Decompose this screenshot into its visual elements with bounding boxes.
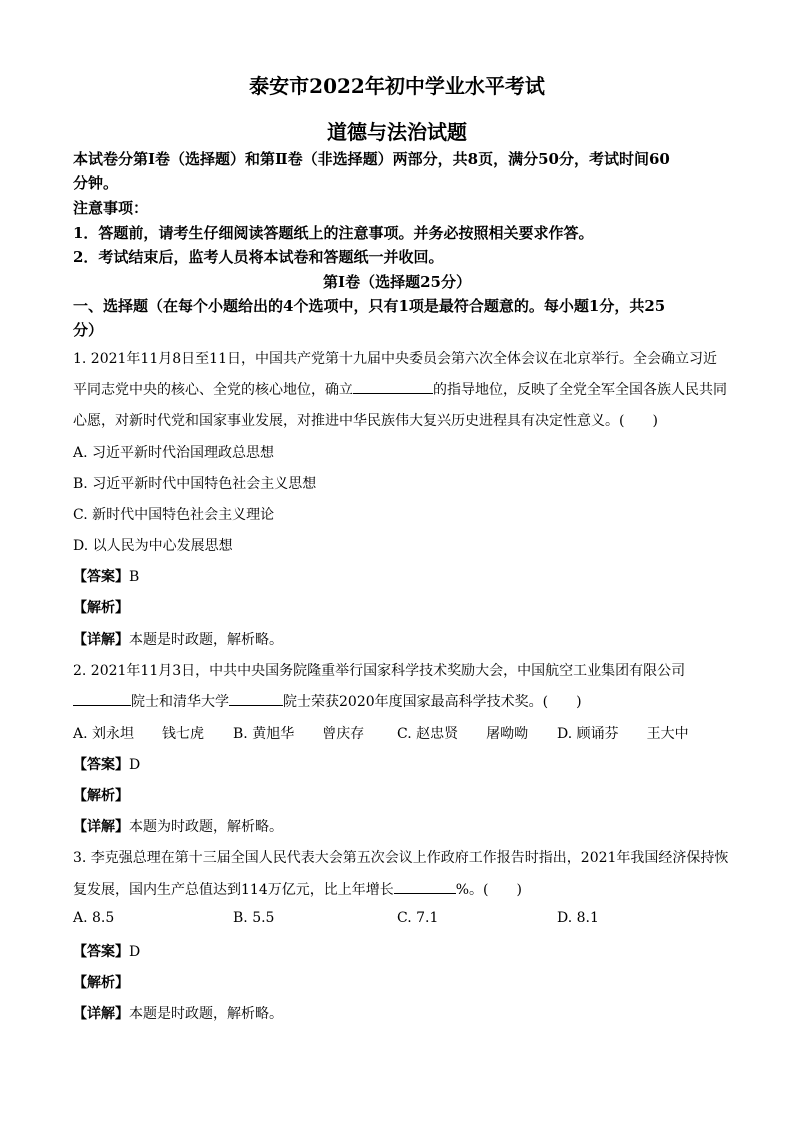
q1-option-b: B. 习近平新时代中国特色社会主义思想	[73, 476, 317, 492]
q1-option-a: A. 习近平新时代治国理政总思想	[73, 445, 275, 461]
q1-answer-value: B	[129, 569, 140, 585]
q1-stem-line-2	[73, 379, 727, 399]
q1-stem-part-b: 的指导地位，反映了全党全军全国各族人民共同	[433, 382, 727, 398]
q2-detail-text: 本题为时政题，解析略。	[129, 819, 283, 835]
q1-stem-line-3: 心愿，对新时代党和国家事业发展，对推进中华民族伟大复兴历史进程具有决定性意义。( )	[73, 413, 658, 429]
q2-blank-1	[73, 691, 131, 706]
q3-stem-line-2	[73, 879, 522, 899]
q2-option-b: B. 黄旭华 曾庆存	[233, 726, 365, 742]
q1-analysis-tag: 【解析】	[73, 600, 129, 616]
q2-option-c: C. 赵忠贤 屠呦呦	[397, 726, 529, 742]
q1-option-c: C. 新时代中国特色社会主义理论	[73, 507, 275, 523]
exam-subtitle: 道德与法治试题	[327, 120, 467, 144]
q1-stem-line-1: 1. 2021年11月8日至11日，中国共产党第十九届中央委员会第六次全体会议在北京举行。全会确立习近	[73, 351, 717, 367]
q3-option-a: A. 8.5	[73, 910, 115, 926]
q3-option-b: B. 5.5	[233, 910, 275, 926]
q1-blank	[353, 379, 433, 394]
q2-answer-value: D	[129, 757, 141, 773]
q2-stem-line-2	[73, 691, 582, 711]
answer-tag: 【答案】	[73, 569, 129, 585]
detail-tag: 【详解】	[73, 1006, 129, 1022]
q2-stem-part-b: 院士荣获2020年度国家最高科学技术奖。( )	[283, 694, 582, 710]
q1-detail-text: 本题是时政题，解析略。	[129, 632, 283, 648]
q3-stem-part-a: 复发展，国内生产总值达到114万亿元，比上年增长	[73, 882, 394, 898]
notice-item-2: 2．考试结束后，监考人员将本试卷和答题纸一并收回。	[73, 248, 444, 266]
q3-option-d: D. 8.1	[557, 910, 599, 926]
q2-answer	[73, 754, 140, 774]
q2-analysis-tag: 【解析】	[73, 788, 129, 804]
q3-answer-value: D	[129, 944, 141, 960]
q1-option-d: D. 以人民为中心发展思想	[73, 538, 233, 554]
notice-item-1: 1．答题前，请考生仔细阅读答题纸上的注意事项。并务必按照相关要求作答。	[73, 224, 594, 242]
q3-detail-text: 本题是时政题，解析略。	[129, 1006, 283, 1022]
q1-answer	[73, 566, 139, 586]
q3-detail	[73, 1003, 283, 1023]
answer-tag: 【答案】	[73, 944, 129, 960]
q2-stem-line-1: 2. 2021年11月3日，中共中央国务院隆重举行国家科学技术奖励大会，中国航空工业集团有限公司	[73, 663, 686, 679]
detail-tag: 【详解】	[73, 632, 129, 648]
q1-detail	[73, 629, 283, 649]
notice-title: 注意事项：	[73, 199, 149, 217]
answer-tag: 【答案】	[73, 757, 129, 773]
q2-stem-part-a: 院士和清华大学	[131, 694, 229, 710]
q3-analysis-tag: 【解析】	[73, 975, 129, 991]
q2-detail	[73, 816, 283, 836]
section-heading: 第Ⅰ卷（选择题25分）	[323, 273, 471, 291]
intro-line-2: 分钟。	[73, 174, 119, 192]
q1-stem-part-a: 平同志党中央的核心、全党的核心地位，确立	[73, 382, 353, 398]
q3-option-c: C. 7.1	[397, 910, 439, 926]
part-instruction-line-1: 一、选择题（在每个小题给出的4个选项中，只有1项是最符合题意的。每小题1分，共25	[73, 297, 666, 315]
q2-option-a: A. 刘永坦 钱七虎	[73, 726, 205, 742]
q3-blank	[394, 879, 456, 894]
exam-title: 泰安市2022年初中学业水平考试	[249, 74, 545, 98]
q3-stem-part-b: %。( )	[455, 882, 522, 898]
intro-line-1: 本试卷分第Ⅰ卷（选择题）和第Ⅱ卷（非选择题）两部分，共8页，满分50分，考试时间60	[73, 150, 670, 168]
q3-answer	[73, 941, 140, 961]
q2-blank-2	[229, 691, 283, 706]
detail-tag: 【详解】	[73, 819, 129, 835]
part-instruction-line-2: 分）	[73, 321, 104, 339]
q3-stem-line-1: 3. 李克强总理在第十三届全国人民代表大会第五次会议上作政府工作报告时指出，2021年我国经济保持恢	[73, 850, 729, 866]
q2-option-d: D. 顾诵芬 王大中	[557, 726, 689, 742]
